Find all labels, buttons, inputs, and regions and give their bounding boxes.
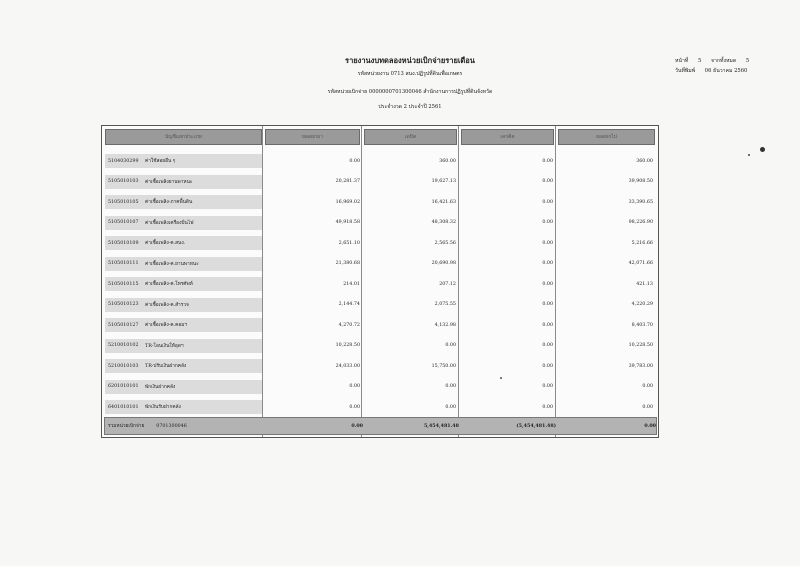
account-name: TR-ปรับเงินฝากคลัง [145,364,187,369]
brought-forward-cell: 4,270.72 [338,322,360,328]
carried-forward-cell: 0.00 [642,384,653,389]
debit-cell: 0.00 [445,343,456,348]
debit-cell: 16,421.63 [431,199,456,205]
of-label: จากทั้งหมด [710,58,737,64]
debit-cell: 20,690.98 [431,261,456,266]
carried-forward-cell: 360.00 [636,158,653,164]
col-header-carried-forward: ยอดยกไป [558,129,655,145]
total-brought-forward: 0.00 [351,423,363,429]
debit-cell: 0.00 [445,404,456,410]
debit-cell: 360.00 [439,158,456,164]
account-cell [105,216,262,230]
credit-cell: 0.00 [542,199,553,205]
account-cell [105,277,262,291]
col-header-debit: เดบิต [364,129,457,145]
total-debit: 5,454,481.48 [423,423,459,429]
account-cell [105,195,262,209]
debit-cell: 15,750.00 [431,363,456,369]
account-code: 5210010103 [108,363,139,369]
total-credit: (5,454,481.48) [516,423,556,429]
period-line: ประจำงวด 2 ประจำปี 2561 [378,104,442,110]
account-name: ค่าเชื้อเพลิง-ค.สำรวจ [145,302,189,308]
table-row [102,277,658,291]
account-name: ค่าเชื้อเพลิง-ค.สนง. [145,241,186,246]
carried-forward-cell: 0.00 [642,404,653,410]
account-code: 5104030299 [108,158,139,164]
account-code: 5105010109 [108,240,139,246]
account-name: TR-โอนเงินให้อุดฯ [145,343,184,349]
table-row [102,236,658,250]
account-name: ค่าเชื้อเพลิงเครื่องปั่นไฟ [145,220,194,226]
account-cell [105,175,262,189]
credit-cell: 0.00 [542,343,553,348]
credit-cell: 0.00 [542,404,553,410]
brought-forward-cell: 214.01 [343,281,360,287]
carried-forward-cell: 5,216.66 [631,240,653,246]
carried-forward-cell: 39,908.50 [628,179,653,184]
print-date-label: วันที่พิมพ์ [675,68,696,74]
page-label: หน้าที่ [675,58,689,64]
total-carried-forward: 0.00 [644,423,656,429]
table-row [102,400,658,414]
account-code: 5105010107 [108,220,139,225]
debit-cell: 4,132.98 [434,322,456,328]
account-name: พักเงินรับฝากคลัง [145,405,181,410]
carried-forward-cell: 10,228.50 [628,343,653,348]
brought-forward-cell: 2,651.10 [338,240,360,246]
carried-forward-cell: 33,390.65 [628,199,653,205]
debit-cell: 2,075.55 [434,302,456,307]
brought-forward-cell: 10,228.50 [335,343,360,348]
account-cell [105,380,262,394]
brought-forward-cell: 21,380.68 [335,261,360,266]
table-row [102,359,658,373]
total-label: รวมหน่วยเบิกจ่าย [108,424,145,429]
disbursing-unit-line: รหัสหน่วยเบิกจ่าย 0000000701300046 สำนักงานการปฏิรูปที่ดินจังหวัด [327,89,493,95]
account-code: 5105010105 [108,199,139,205]
carried-forward-cell: 421.13 [636,281,653,287]
account-cell [105,318,262,332]
page-info [675,56,775,76]
page-number: 5 [697,58,702,64]
brought-forward-cell: 0.00 [349,404,360,410]
col-header-brought-forward: ยอดยกมา [265,129,360,145]
scan-speck [760,147,765,152]
table-row [102,257,658,271]
credit-cell: 0.00 [542,322,553,328]
account-code: 5105010103 [108,179,139,184]
account-code: 6401010101 [108,404,139,410]
carried-forward-cell: 42,071.66 [628,261,653,266]
table-row [102,339,658,353]
debit-cell: 19,627.13 [431,179,456,184]
account-name: ค่าเชื้อเพลิง-ภาคพื้นดิน [145,200,193,205]
trial-balance-table [101,125,659,438]
account-cell [105,154,262,168]
credit-cell: 0.00 [542,302,553,307]
account-cell [105,236,262,250]
total-row [104,417,657,435]
col-header-credit: เครดิต [461,129,554,145]
carried-forward-cell: 39,783.00 [628,363,653,369]
total-unit-code: 0701300046 [156,423,187,429]
report-title: รายงานงบทดลองหน่วยเบิกจ่ายรายเดือน [345,56,475,65]
account-code: 5210010102 [108,343,139,348]
credit-cell: 0.00 [542,261,553,266]
credit-cell: 0.00 [542,179,553,184]
credit-cell: 0.00 [542,281,553,287]
account-name: ค่าเชื้อเพลิง-ค.โทรศัพท์ [145,282,193,287]
account-name: ค่าเชื้อเพลิง-ค.คอมฯ [145,323,188,328]
debit-cell: 48,308.32 [431,220,456,225]
credit-cell: 0.00 [542,158,553,164]
credit-cell: 0.00 [542,363,553,369]
debit-cell: 0.00 [445,384,456,389]
brought-forward-cell: 2,144.74 [338,302,360,307]
agency-line: รหัสหน่วยงาน 0713 สนง.ปฏิรูปที่ดินเพื่อเกษตร [357,71,463,77]
brought-forward-cell: 49,918.58 [335,220,360,225]
brought-forward-cell: 0.00 [349,158,360,164]
credit-cell: 0.00 [542,220,553,225]
debit-cell: 2,565.56 [434,240,456,246]
account-code: 6201010101 [108,384,139,389]
account-code: 5105010127 [108,322,139,328]
account-name: ค่าเชื้อเพลิงยานพาหนะ [145,179,193,185]
account-cell [105,339,262,353]
debit-cell: 207.12 [439,281,456,287]
brought-forward-cell: 20,281.37 [335,179,360,184]
carried-forward-cell: 8,403.70 [631,322,653,328]
account-cell [105,400,262,414]
table-row [102,216,658,230]
carried-forward-cell: 98,226.90 [628,220,653,225]
table-row [102,318,658,332]
table-row [102,298,658,312]
scan-speck [748,154,750,156]
brought-forward-cell: 24,033.00 [335,363,360,369]
table-row [102,175,658,189]
print-date: 06 ธันวาคม 2560 [704,68,748,74]
account-code: 5105010115 [108,281,139,287]
brought-forward-cell: 16,969.02 [335,199,360,205]
account-name: ค่าเชื้อเพลิง-ค.ยานพาหนะ [145,261,199,267]
account-name: ค่าใช้สอยอื่น ๆ [145,159,176,164]
table-row [102,195,658,209]
account-cell [105,298,262,312]
account-cell [105,257,262,271]
credit-cell: 0.00 [542,240,553,246]
account-cell [105,359,262,373]
col-header-account: บัญชีแยกประเภท [105,129,262,145]
brought-forward-cell: 0.00 [349,384,360,389]
total-pages: 5 [745,58,750,64]
carried-forward-cell: 4,220.29 [631,302,653,307]
account-code: 5105010123 [108,302,139,307]
credit-cell: 0.00 [542,384,553,389]
table-row [102,154,658,168]
scan-speck [500,377,502,379]
account-code: 5105010111 [108,261,139,266]
account-name: พักเงินฝากคลัง [145,384,176,390]
table-row [102,380,658,394]
